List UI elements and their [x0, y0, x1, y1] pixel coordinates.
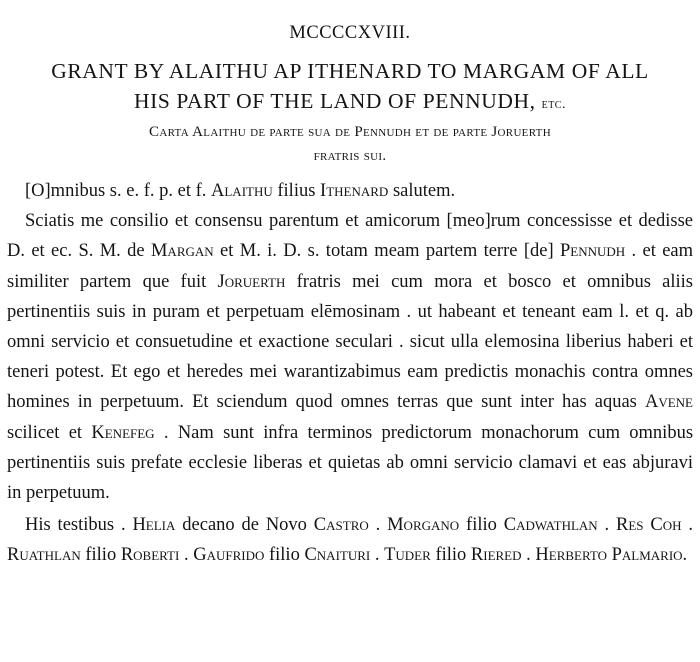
witness-ruathlan: Ruathlan: [7, 545, 81, 566]
separator: .: [183, 545, 189, 566]
salutation-closing: salutem.: [392, 181, 456, 201]
title-line-2: [6, 86, 694, 120]
grant-text-4: fratris mei cum mora et bosco et omnibus aliis pertinentiis suis in puram et perpetuam elēmosinam . ut habeant et teneant eam l. et q. ab omni servicio et consuetudine et exactione seculari . sicut ulla elemosina liberius haberi et teneri potest. Et ego et heredes mei warantizabimus eam predictis monachis contra omnes homines in perpetuum. Et sciendum quod omnes terras que sunt inter has aquas: [7, 271, 694, 413]
grantor-father: Ithenard: [320, 181, 389, 201]
witness-helia: Helia: [132, 515, 176, 536]
place-pennudh: Pennudh: [559, 241, 626, 262]
witness-gaufrido: Gaufrido: [193, 545, 265, 566]
witness-paragraph: [7, 510, 693, 570]
charter-number: MCCCCXVIII.: [289, 23, 411, 43]
witness-filio: filio: [268, 545, 300, 566]
grant-text-6: . Nam sunt infra terminos predictorum monachorum cum omnibus pertinentiis suis prefate ecclesie liberas et quietas ab omni servicio clamavi et eas abjuravi in perpetuum.: [7, 422, 694, 504]
grant-text-1: Sciatis me consilio et consensu parentum et amicorum [meo]rum concessisse et dedisse D. et ec. S. M. de: [7, 211, 693, 262]
witness-castro: Castro: [313, 515, 369, 536]
title-etc: etc.: [541, 97, 566, 112]
witness-intro: His testibus .: [25, 515, 126, 536]
witness-cadwathlan: Cadwathlan: [503, 515, 598, 536]
place-margan: Margan: [150, 241, 214, 262]
charter-title: [6, 56, 694, 120]
witness-tuder: Tuder: [384, 545, 431, 566]
witness-riered: Riered: [470, 545, 522, 566]
person-joruerth: Joruerth: [217, 271, 286, 292]
salutation-paragraph: [7, 176, 693, 206]
subtitle-line-1: Carta Alaithu de parte sua de Pennudh et de parte Joruerth: [149, 124, 551, 140]
witness-filio: filio: [85, 545, 117, 566]
river-avene: Avene: [644, 392, 693, 413]
subtitle-line-2: fratris sui.: [313, 148, 387, 164]
grantor-name: Alaithu: [211, 181, 273, 201]
witness-decano: decano de Novo: [182, 515, 307, 536]
grant-paragraph: [7, 206, 693, 508]
salutation-opening: [O]mnibus s. e. f. p. et f.: [25, 181, 207, 201]
title-line-1: GRANT BY ALAITHU AP ITHENARD TO MARGAM OF ALL: [51, 59, 649, 83]
latin-subtitle: [6, 120, 694, 168]
witness-roberti: Roberti: [120, 545, 180, 566]
witness-res-coh: Res Coh: [616, 515, 682, 536]
separator: .: [374, 545, 380, 566]
separator: .: [688, 515, 693, 536]
grant-text-3: . et eam similiter partem que fuit: [7, 241, 694, 292]
witness-cnaituri: Cnaituri: [304, 545, 371, 566]
charter-body: [7, 176, 693, 571]
salutation-filius: filius: [277, 181, 316, 201]
separator: .: [604, 515, 610, 536]
grant-text-2: et M. i. D. s. totam meam partem terre [de]: [220, 241, 554, 262]
witness-filio: filio: [466, 515, 497, 536]
witness-herberto: Herberto Palmario.: [535, 545, 688, 566]
title-line-2-text: HIS PART OF THE LAND OF PENNUDH,: [134, 89, 536, 113]
grant-text-5: scilicet et: [7, 422, 83, 443]
separator: .: [526, 545, 531, 566]
witness-morgano: Morgano: [387, 515, 460, 536]
river-kenefeg: Kenefeg: [91, 422, 155, 443]
witness-filio: filio: [435, 545, 467, 566]
separator: .: [375, 515, 381, 536]
